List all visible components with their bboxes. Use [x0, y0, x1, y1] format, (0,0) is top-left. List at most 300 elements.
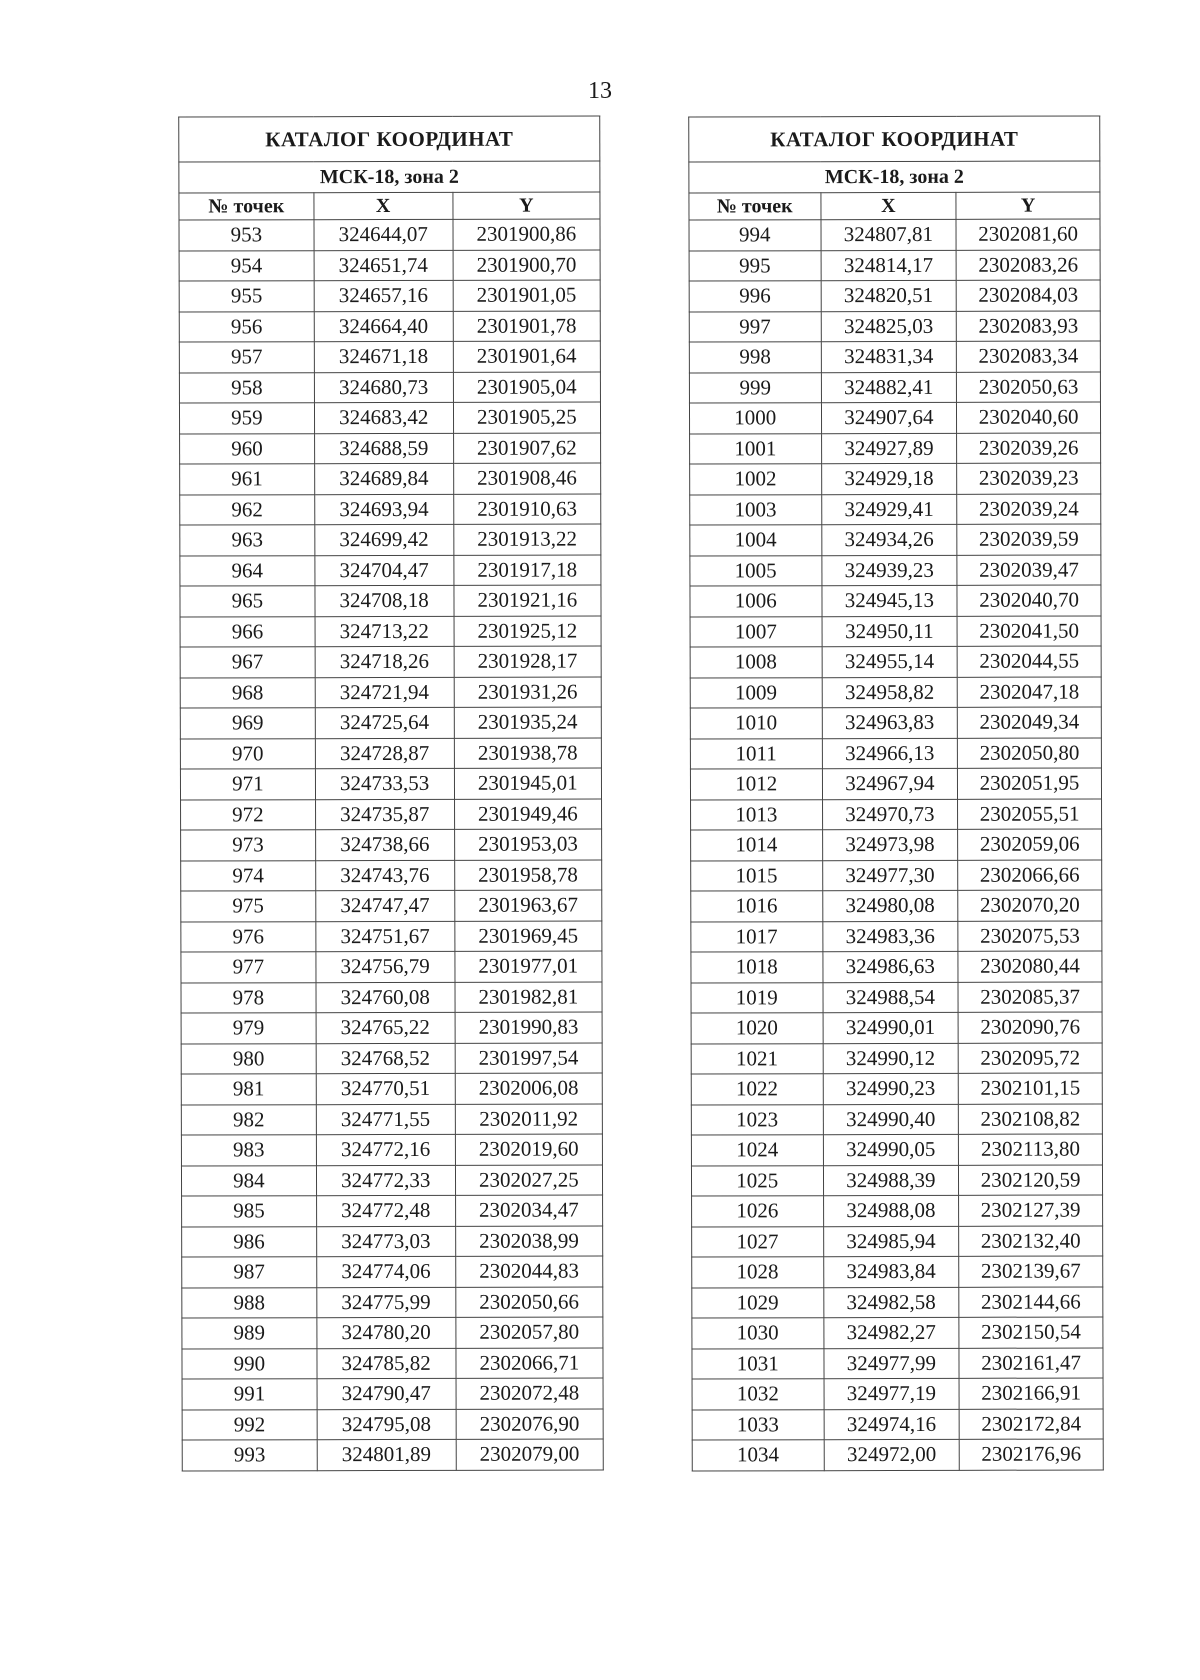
y-coordinate-cell: 2302079,00 — [456, 1439, 603, 1470]
point-number-cell: 964 — [180, 555, 315, 586]
x-coordinate-cell: 324955,14 — [822, 646, 958, 677]
point-number-cell: 1021 — [691, 1043, 823, 1074]
y-coordinate-cell: 2302081,60 — [956, 219, 1100, 250]
x-coordinate-cell: 324990,23 — [823, 1073, 959, 1104]
point-number-cell: 1031 — [692, 1348, 824, 1379]
table-row — [182, 1317, 603, 1349]
table-row — [182, 1378, 603, 1410]
y-coordinate-cell: 2302090,76 — [958, 1012, 1102, 1043]
y-coordinate-cell: 2302113,80 — [959, 1134, 1103, 1165]
x-coordinate-cell: 324771,55 — [316, 1104, 455, 1135]
x-coordinate-cell: 324820,51 — [821, 280, 957, 311]
point-number-cell: 1004 — [690, 525, 822, 556]
x-coordinate-cell: 324974,16 — [824, 1409, 960, 1440]
y-coordinate-cell: 2301900,86 — [453, 219, 600, 250]
y-coordinate-cell: 2302027,25 — [455, 1164, 602, 1195]
point-number-cell: 972 — [181, 799, 316, 830]
catalog-title: КАТАЛОГ КООРДИНАТ — [689, 116, 1100, 162]
table-row — [181, 1164, 602, 1196]
point-number-cell: 961 — [180, 464, 315, 495]
table-row — [692, 1347, 1103, 1379]
x-coordinate-cell: 324683,42 — [314, 402, 453, 433]
x-coordinate-cell: 324983,36 — [822, 921, 958, 952]
y-coordinate-cell: 2302084,03 — [956, 280, 1100, 311]
y-coordinate-cell: 2301917,18 — [454, 554, 601, 585]
table-row — [181, 798, 602, 830]
x-coordinate-cell: 324721,94 — [315, 677, 454, 708]
y-coordinate-cell: 2302019,60 — [455, 1134, 602, 1165]
y-coordinate-cell: 2302161,47 — [959, 1347, 1103, 1378]
x-coordinate-cell: 324743,76 — [315, 860, 454, 891]
y-coordinate-cell: 2302070,20 — [958, 890, 1102, 921]
y-coordinate-cell: 2302072,48 — [456, 1378, 603, 1409]
point-number-cell: 1017 — [691, 921, 823, 952]
x-coordinate-cell: 324958,82 — [822, 677, 958, 708]
x-coordinate-cell: 324671,18 — [314, 341, 453, 372]
y-coordinate-cell: 2301963,67 — [454, 890, 601, 921]
point-number-cell: 984 — [181, 1165, 316, 1196]
x-coordinate-cell: 324977,19 — [824, 1378, 960, 1409]
table-row — [692, 1317, 1103, 1349]
point-number-cell: 988 — [182, 1287, 317, 1318]
x-coordinate-cell: 324738,66 — [315, 829, 454, 860]
point-number-cell: 968 — [180, 677, 315, 708]
x-coordinate-cell: 324780,20 — [317, 1317, 456, 1348]
y-coordinate-cell: 2302011,92 — [455, 1103, 602, 1134]
table-row — [181, 829, 602, 861]
table-row — [179, 280, 600, 312]
y-coordinate-cell: 2302040,60 — [957, 402, 1101, 433]
y-coordinate-cell: 2302132,40 — [959, 1225, 1103, 1256]
y-coordinate-cell: 2301905,04 — [453, 371, 600, 402]
point-number-cell: 1026 — [692, 1196, 824, 1227]
y-coordinate-cell: 2301913,22 — [453, 524, 600, 555]
table-row — [181, 859, 602, 891]
point-number-cell: 1029 — [692, 1287, 824, 1318]
x-coordinate-cell: 324772,48 — [316, 1195, 455, 1226]
x-coordinate-cell: 324939,23 — [821, 555, 957, 586]
table-row — [690, 615, 1101, 647]
table-row — [179, 310, 600, 342]
point-number-cell: 1034 — [692, 1440, 824, 1471]
point-number-cell: 1010 — [690, 708, 822, 739]
y-coordinate-cell: 2301925,12 — [454, 615, 601, 646]
table-row — [180, 646, 601, 678]
x-coordinate-cell: 324825,03 — [821, 311, 957, 342]
y-coordinate-cell: 2302051,95 — [958, 768, 1102, 799]
table-row — [182, 1225, 603, 1257]
table-row — [692, 1225, 1103, 1257]
header-point-number: № точек — [179, 193, 314, 220]
x-coordinate-cell: 324882,41 — [821, 372, 957, 403]
table-row — [691, 1012, 1102, 1044]
y-coordinate-cell: 2302066,66 — [958, 859, 1102, 890]
table-row — [691, 859, 1102, 891]
point-number-cell: 966 — [180, 616, 315, 647]
y-coordinate-cell: 2302041,50 — [957, 615, 1101, 646]
y-coordinate-cell: 2302120,59 — [959, 1164, 1103, 1195]
point-number-cell: 969 — [180, 708, 315, 739]
y-coordinate-cell: 2302085,37 — [958, 981, 1102, 1012]
table-row — [182, 1408, 603, 1440]
y-coordinate-cell: 2302150,54 — [959, 1317, 1103, 1348]
point-number-cell: 971 — [180, 769, 315, 800]
y-coordinate-cell: 2302040,70 — [957, 585, 1101, 616]
table-row — [691, 951, 1102, 983]
table-row — [179, 341, 600, 373]
coordinate-catalog-table-left — [178, 115, 604, 1471]
x-coordinate-cell: 324988,54 — [823, 982, 959, 1013]
table-row — [691, 1164, 1102, 1196]
point-number-cell: 1015 — [691, 860, 823, 891]
y-coordinate-cell: 2301990,83 — [455, 1012, 602, 1043]
x-coordinate-cell: 324977,30 — [822, 860, 958, 891]
point-number-cell: 1032 — [692, 1379, 824, 1410]
y-coordinate-cell: 2302049,34 — [957, 707, 1101, 738]
y-coordinate-cell: 2302080,44 — [958, 951, 1102, 982]
point-number-cell: 983 — [181, 1135, 316, 1166]
table-row — [690, 768, 1101, 800]
point-number-cell: 975 — [181, 891, 316, 922]
point-number-cell: 1009 — [690, 677, 822, 708]
x-coordinate-cell: 324972,00 — [824, 1439, 960, 1470]
table-row — [180, 432, 601, 464]
point-number-cell: 1025 — [691, 1165, 823, 1196]
x-coordinate-cell: 324963,83 — [822, 707, 958, 738]
x-coordinate-cell: 324982,58 — [823, 1287, 959, 1318]
x-coordinate-cell: 324657,16 — [314, 280, 453, 311]
x-coordinate-cell: 324983,84 — [823, 1256, 959, 1287]
point-number-cell: 980 — [181, 1043, 316, 1074]
point-number-cell: 977 — [181, 952, 316, 983]
y-coordinate-cell: 2302039,47 — [957, 554, 1101, 585]
table-row — [182, 1256, 603, 1288]
y-coordinate-cell: 2302166,91 — [959, 1378, 1103, 1409]
table-row — [690, 646, 1101, 678]
x-coordinate-cell: 324693,94 — [314, 494, 453, 525]
point-number-cell: 985 — [182, 1196, 317, 1227]
table-row — [689, 249, 1100, 281]
point-number-cell: 1008 — [690, 647, 822, 678]
header-point-number: № точек — [689, 193, 821, 220]
y-coordinate-cell: 2302044,83 — [455, 1256, 602, 1287]
point-number-cell: 990 — [182, 1348, 317, 1379]
point-number-cell: 1000 — [689, 403, 821, 434]
x-coordinate-cell: 324772,16 — [316, 1134, 455, 1165]
x-coordinate-cell: 324990,05 — [823, 1134, 959, 1165]
y-coordinate-cell: 2301931,26 — [454, 676, 601, 707]
x-coordinate-cell: 324733,53 — [315, 768, 454, 799]
x-coordinate-cell: 324929,41 — [821, 494, 957, 525]
point-number-cell: 1023 — [691, 1104, 823, 1135]
point-number-cell: 1020 — [691, 1013, 823, 1044]
point-number-cell: 1012 — [690, 769, 822, 800]
point-number-cell: 955 — [179, 281, 314, 312]
table-row — [690, 524, 1101, 556]
point-number-cell: 999 — [689, 372, 821, 403]
point-number-cell: 1033 — [692, 1409, 824, 1440]
x-coordinate-cell: 324751,67 — [316, 921, 455, 952]
y-coordinate-cell: 2302108,82 — [958, 1103, 1102, 1134]
y-coordinate-cell: 2302057,80 — [456, 1317, 603, 1348]
x-coordinate-cell: 324982,27 — [823, 1317, 959, 1348]
table-row — [181, 1103, 602, 1135]
y-coordinate-cell: 2302083,34 — [956, 341, 1100, 372]
point-number-cell: 1030 — [692, 1318, 824, 1349]
x-coordinate-cell: 324756,79 — [316, 951, 455, 982]
y-coordinate-cell: 2302034,47 — [455, 1195, 602, 1226]
y-coordinate-cell: 2301901,64 — [453, 341, 600, 372]
table-row — [181, 920, 602, 952]
point-number-cell: 987 — [182, 1257, 317, 1288]
table-row — [181, 890, 602, 922]
y-coordinate-cell: 2302006,08 — [455, 1073, 602, 1104]
header-y: Y — [453, 192, 600, 219]
y-coordinate-cell: 2302050,80 — [957, 737, 1101, 768]
point-number-cell: 970 — [180, 738, 315, 769]
point-number-cell: 1018 — [691, 952, 823, 983]
x-coordinate-cell: 324985,94 — [823, 1226, 959, 1257]
table-row — [691, 1073, 1102, 1105]
x-coordinate-cell: 324774,06 — [316, 1256, 455, 1287]
point-number-cell: 962 — [180, 494, 315, 525]
header-y: Y — [956, 192, 1100, 219]
table-row — [692, 1378, 1103, 1410]
table-row — [692, 1408, 1103, 1440]
x-coordinate-cell: 324945,13 — [821, 585, 957, 616]
table-row — [181, 1073, 602, 1105]
point-number-cell: 1001 — [690, 433, 822, 464]
point-number-cell: 959 — [179, 403, 314, 434]
point-number-cell: 993 — [182, 1440, 317, 1471]
table-row — [181, 1042, 602, 1074]
x-coordinate-cell: 324664,40 — [314, 311, 453, 342]
table-row — [690, 585, 1101, 617]
x-coordinate-cell: 324785,82 — [317, 1348, 456, 1379]
table-row — [180, 554, 601, 586]
table-row — [691, 920, 1102, 952]
table-row — [180, 676, 601, 708]
y-coordinate-cell: 2302044,55 — [957, 646, 1101, 677]
table-row — [179, 219, 600, 251]
y-coordinate-cell: 2302039,23 — [957, 463, 1101, 494]
y-coordinate-cell: 2302055,51 — [958, 798, 1102, 829]
point-number-cell: 1005 — [690, 555, 822, 586]
point-number-cell: 973 — [181, 830, 316, 861]
point-number-cell: 1002 — [690, 464, 822, 495]
y-coordinate-cell: 2301945,01 — [454, 768, 601, 799]
point-number-cell: 974 — [181, 860, 316, 891]
table-row — [179, 249, 600, 281]
y-coordinate-cell: 2301928,17 — [454, 646, 601, 677]
x-coordinate-cell: 324760,08 — [316, 982, 455, 1013]
x-coordinate-cell: 324773,03 — [316, 1226, 455, 1257]
y-coordinate-cell: 2301949,46 — [454, 798, 601, 829]
y-coordinate-cell: 2301907,62 — [453, 432, 600, 463]
x-coordinate-cell: 324980,08 — [822, 890, 958, 921]
point-number-cell: 1028 — [692, 1257, 824, 1288]
coordinate-system: МСК-18, зона 2 — [179, 161, 600, 193]
table-row — [690, 737, 1101, 769]
table-row — [690, 432, 1101, 464]
x-coordinate-cell: 324990,12 — [823, 1043, 959, 1074]
x-coordinate-cell: 324967,94 — [822, 768, 958, 799]
y-coordinate-cell: 2301977,01 — [455, 951, 602, 982]
point-number-cell: 963 — [180, 525, 315, 556]
table-row — [692, 1286, 1103, 1318]
x-coordinate-cell: 324728,87 — [315, 738, 454, 769]
x-coordinate-cell: 324699,42 — [315, 524, 454, 555]
point-number-cell: 1019 — [691, 982, 823, 1013]
x-coordinate-cell: 324927,89 — [821, 433, 957, 464]
y-coordinate-cell: 2301935,24 — [454, 707, 601, 738]
y-coordinate-cell: 2302066,71 — [456, 1347, 603, 1378]
table-row — [690, 707, 1101, 739]
y-coordinate-cell: 2302076,90 — [456, 1408, 603, 1439]
point-number-cell: 997 — [689, 311, 821, 342]
x-coordinate-cell: 324688,59 — [314, 433, 453, 464]
x-coordinate-cell: 324929,18 — [821, 463, 957, 494]
point-number-cell: 958 — [179, 372, 314, 403]
y-coordinate-cell: 2302039,26 — [957, 432, 1101, 463]
point-number-cell: 992 — [182, 1409, 317, 1440]
table-row — [181, 1134, 602, 1166]
table-row — [180, 585, 601, 617]
y-coordinate-cell: 2302083,93 — [956, 310, 1100, 341]
y-coordinate-cell: 2302176,96 — [959, 1439, 1103, 1470]
x-coordinate-cell: 324718,26 — [315, 646, 454, 677]
x-coordinate-cell: 324708,18 — [315, 585, 454, 616]
table-row — [180, 524, 601, 556]
y-coordinate-cell: 2302101,15 — [958, 1073, 1102, 1104]
table-row — [691, 829, 1102, 861]
point-number-cell: 986 — [182, 1226, 317, 1257]
point-number-cell: 978 — [181, 982, 316, 1013]
x-coordinate-cell: 324801,89 — [317, 1439, 456, 1470]
point-number-cell: 981 — [181, 1074, 316, 1105]
table-row — [182, 1439, 603, 1471]
x-coordinate-cell: 324990,01 — [823, 1012, 959, 1043]
coordinate-system: МСК-18, зона 2 — [689, 161, 1100, 193]
table-row — [180, 615, 601, 647]
point-number-cell: 956 — [179, 311, 314, 342]
x-coordinate-cell: 324907,64 — [821, 402, 957, 433]
table-row — [689, 310, 1100, 342]
table-row — [689, 280, 1100, 312]
y-coordinate-cell: 2301910,63 — [453, 493, 600, 524]
y-coordinate-cell: 2302095,72 — [958, 1042, 1102, 1073]
x-coordinate-cell: 324772,33 — [316, 1165, 455, 1196]
table-row — [182, 1347, 603, 1379]
table-row — [180, 493, 601, 525]
x-coordinate-cell: 324973,98 — [822, 829, 958, 860]
x-coordinate-cell: 324775,99 — [317, 1287, 456, 1318]
table-row — [180, 463, 601, 495]
x-coordinate-cell: 324988,08 — [823, 1195, 959, 1226]
x-coordinate-cell: 324680,73 — [314, 372, 453, 403]
y-coordinate-cell: 2301908,46 — [453, 463, 600, 494]
y-coordinate-cell: 2301997,54 — [455, 1042, 602, 1073]
point-number-cell: 976 — [181, 921, 316, 952]
y-coordinate-cell: 2302038,99 — [455, 1225, 602, 1256]
catalog-body — [179, 219, 603, 1471]
x-coordinate-cell: 324807,81 — [821, 219, 957, 250]
point-number-cell: 1007 — [690, 616, 822, 647]
y-coordinate-cell: 2302127,39 — [959, 1195, 1103, 1226]
table-row — [182, 1195, 603, 1227]
point-number-cell: 989 — [182, 1318, 317, 1349]
y-coordinate-cell: 2302050,63 — [957, 371, 1101, 402]
y-coordinate-cell: 2301905,25 — [453, 402, 600, 433]
table-row — [181, 981, 602, 1013]
point-number-cell: 995 — [689, 250, 821, 281]
x-coordinate-cell: 324986,63 — [822, 951, 958, 982]
y-coordinate-cell: 2302172,84 — [959, 1408, 1103, 1439]
y-coordinate-cell: 2301901,05 — [453, 280, 600, 311]
table-row — [691, 1134, 1102, 1166]
table-row — [691, 890, 1102, 922]
y-coordinate-cell: 2302075,53 — [958, 920, 1102, 951]
table-row — [691, 798, 1102, 830]
table-row — [690, 493, 1101, 525]
y-coordinate-cell: 2301900,70 — [453, 249, 600, 280]
x-coordinate-cell: 324814,17 — [821, 250, 957, 281]
catalog-title: КАТАЛОГ КООРДИНАТ — [179, 116, 600, 162]
x-coordinate-cell: 324747,47 — [315, 890, 454, 921]
table-row — [691, 1103, 1102, 1135]
point-number-cell: 953 — [179, 220, 314, 251]
point-number-cell: 967 — [180, 647, 315, 678]
y-coordinate-cell: 2302039,59 — [957, 524, 1101, 555]
y-coordinate-cell: 2301958,78 — [454, 859, 601, 890]
table-row — [690, 554, 1101, 586]
table-row — [689, 219, 1100, 251]
x-coordinate-cell: 324644,07 — [314, 219, 453, 250]
table-row — [181, 1012, 602, 1044]
header-x: X — [820, 192, 956, 219]
point-number-cell: 982 — [181, 1104, 316, 1135]
y-coordinate-cell: 2302050,66 — [455, 1286, 602, 1317]
point-number-cell: 1024 — [691, 1135, 823, 1166]
y-coordinate-cell: 2302139,67 — [959, 1256, 1103, 1287]
catalog-body — [689, 219, 1103, 1471]
table-row — [689, 402, 1100, 434]
point-number-cell: 1016 — [691, 891, 823, 922]
point-number-cell: 965 — [180, 586, 315, 617]
x-coordinate-cell: 324990,40 — [823, 1104, 959, 1135]
table-row — [180, 768, 601, 800]
y-coordinate-cell: 2302047,18 — [957, 676, 1101, 707]
table-row — [689, 371, 1100, 403]
y-coordinate-cell: 2301921,16 — [454, 585, 601, 616]
table-row — [691, 1042, 1102, 1074]
x-coordinate-cell: 324795,08 — [317, 1409, 456, 1440]
table-row — [691, 981, 1102, 1013]
x-coordinate-cell: 324765,22 — [316, 1012, 455, 1043]
table-row — [692, 1195, 1103, 1227]
x-coordinate-cell: 324977,99 — [823, 1348, 959, 1379]
x-coordinate-cell: 324651,74 — [314, 250, 453, 281]
point-number-cell: 954 — [179, 250, 314, 281]
table-row — [692, 1439, 1103, 1471]
table-row — [181, 951, 602, 983]
point-number-cell: 998 — [689, 342, 821, 373]
x-coordinate-cell: 324950,11 — [822, 616, 958, 647]
x-coordinate-cell: 324770,51 — [316, 1073, 455, 1104]
table-row — [182, 1286, 603, 1318]
page-number: 13 — [588, 78, 612, 104]
y-coordinate-cell: 2302059,06 — [958, 829, 1102, 860]
